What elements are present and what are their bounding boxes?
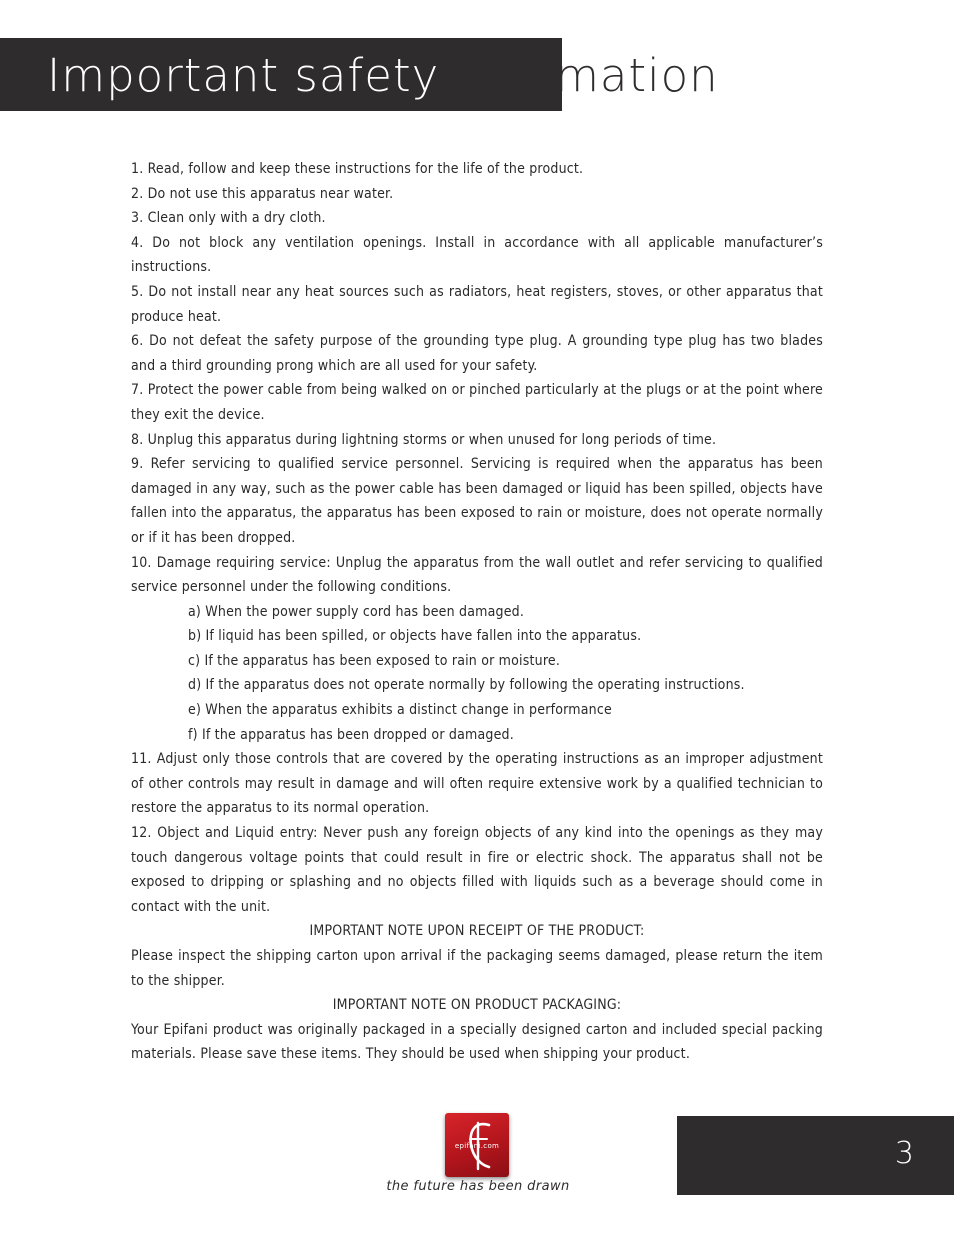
condition-item: c) If the apparatus has been exposed to rain or moisture. — [188, 652, 561, 669]
condition-item: d) If the apparatus does not operate normally by following the operating instructions. — [188, 677, 745, 694]
epifani-logo — [445, 1113, 509, 1177]
instruction-item: 9. Refer servicing to qualified service personnel. Servicing is required when the apparatus has been damaged in any way, such as the power cable has been damaged or liquid has been spilled, objects have fallen into the apparatus, the apparatus has been exposed to rain or moisture, does not operate normally or if it has been dropped. — [131, 456, 823, 546]
instruction-item: 5. Do not install near any heat sources such as radiators, heat registers, stoves, or other apparatus that produce heat. — [131, 283, 823, 325]
title-part-light: Important safety — [47, 49, 440, 102]
page-number: 3 — [894, 1136, 914, 1171]
tagline: the future has been drawn — [386, 1179, 570, 1194]
instruction-item: 6. Do not defeat the safety purpose of the grounding type plug. A grounding type plug has two blades and a third grounding prong which are all used for your safety. — [131, 333, 823, 374]
condition-item: a) When the power supply cord has been damaged. — [188, 603, 525, 620]
note-heading-receipt: IMPORTANT NOTE UPON RECEIPT OF THE PRODUCT: — [309, 923, 645, 940]
condition-item: f) If the apparatus has been dropped or damaged. — [188, 726, 514, 743]
page-title — [47, 48, 719, 104]
condition-item: b) If liquid has been spilled, or objects have fallen into the apparatus. — [188, 628, 642, 645]
instruction-item: 10. Damage requiring service: Unplug the apparatus from the wall outlet and refer servicing to qualified service personnel under the following conditions. — [131, 554, 823, 596]
note-heading-packaging: IMPORTANT NOTE ON PRODUCT PACKAGING: — [332, 997, 622, 1014]
safety-instructions — [131, 157, 823, 1067]
page-number-box — [677, 1116, 954, 1195]
instruction-item: 7. Protect the power cable from being walked on or pinched particularly at the plugs or at the point where they exit the device. — [131, 382, 823, 423]
instruction-item: 1. Read, follow and keep these instructions for the life of the product. — [131, 161, 584, 177]
instruction-item: 12. Object and Liquid entry: Never push any foreign objects of any kind into the openings as they may touch dangerous voltage points that could result in fire or electric shock. The apparatus shall not be exposed to dripping or splashing and no objects filled with liquids such as a beverage should come in contact with the unit. — [131, 825, 823, 915]
logo-text: epifani.com — [454, 1142, 500, 1150]
instruction-item: 2. Do not use this apparatus near water. — [131, 185, 394, 202]
condition-item: e) When the apparatus exhibits a distinct change in performance — [188, 702, 612, 719]
note-text-packaging: Your Epifani product was originally packaged in a specially designed carton and included special packing materials. Please save these items. They should be used when shipping your product. — [131, 1021, 823, 1063]
instruction-item: 3. Clean only with a dry cloth. — [131, 210, 326, 227]
note-text-receipt: Please inspect the shipping carton upon arrival if the packaging seems damaged, please return the item to the shipper. — [131, 948, 823, 989]
instruction-item: 8. Unplug this apparatus during lightning storms or when unused for long periods of time. — [131, 431, 717, 448]
title-part-dark: Information — [447, 49, 719, 102]
instruction-item: 4. Do not block any ventilation openings. Install in accordance with all applicable manufacturer’s instructions. — [131, 234, 823, 276]
instruction-item: 11. Adjust only those controls that are covered by the operating instructions as an improper adjustment of other controls may result in damage and will often require extensive work by a qualified technician to restore the apparatus to its normal operation. — [131, 751, 823, 817]
